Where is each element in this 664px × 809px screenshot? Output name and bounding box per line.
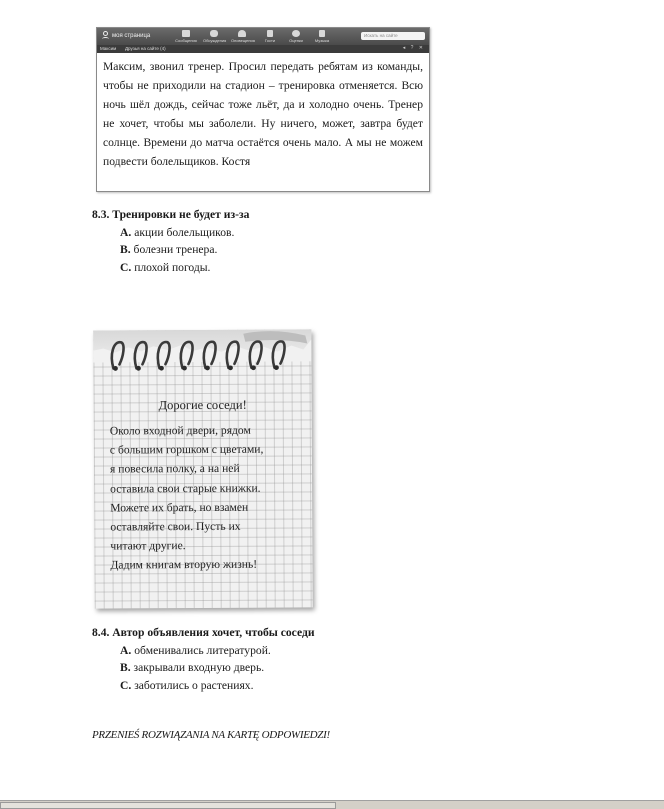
envelope-icon (182, 30, 190, 37)
note-line: Около входной двери, рядом (109, 423, 251, 438)
nav-messages[interactable]: Сообщения (175, 30, 197, 43)
music-note-icon (319, 30, 325, 37)
transfer-instruction: PRZENIEŚ ROZWIĄZANIA NA KARTĘ ODPOWIEDZI! (92, 729, 330, 741)
note-body (110, 420, 311, 575)
note-line: оставляйте свои. Пусть их (110, 519, 241, 534)
note-line: Можете их брать, но взамен (110, 500, 249, 515)
option-b[interactable]: B. болезни тренера. (120, 243, 218, 256)
nav-discussions[interactable]: Обсуждения (203, 30, 225, 43)
site-logo-icon[interactable] (102, 31, 109, 41)
option-a[interactable]: A. обменивались литературой. (120, 643, 271, 657)
note-line: с большим горшком с цветами, (109, 442, 264, 457)
note-line: читают другие. (110, 539, 186, 553)
option-b[interactable]: B. закрывали входную дверь. (120, 661, 265, 674)
question-8-3 (92, 206, 249, 276)
star-icon (292, 30, 300, 37)
scrollbar-thumb[interactable] (0, 802, 336, 809)
social-network-window (96, 27, 430, 192)
nav-ratings[interactable]: Оценки (285, 30, 307, 43)
horizontal-scrollbar[interactable] (0, 800, 664, 809)
site-search-input[interactable]: Искать на сайте (361, 32, 425, 40)
question-number: 8.3. (92, 208, 110, 221)
chat-tab-user[interactable]: Максим (100, 46, 117, 51)
question-8-4 (92, 624, 315, 694)
chat-tab-friends[interactable]: Друзья на сайте (4) (125, 46, 166, 51)
question-number: 8.4. (92, 626, 110, 639)
question-stem: 8.4. Автор объявления хочет, чтобы соседи (92, 626, 315, 639)
chat-icon (210, 30, 218, 37)
question-stem: 8.3. Тренировки не будет из-за (92, 208, 250, 221)
nav-music[interactable]: Музыка (311, 30, 333, 43)
site-name[interactable]: моя страница (112, 33, 151, 39)
note-line: я повесила полку, а на ней (109, 462, 240, 476)
note-line: Дадим книгам вторую жизнь! (110, 558, 258, 572)
note-line: оставила свои старые книжки. (110, 481, 261, 496)
spiral-binding-icon (105, 333, 301, 374)
nav-notifications[interactable]: Оповещения (231, 30, 253, 43)
bell-icon (238, 30, 246, 37)
chat-message: Максим, звонил тренер. Просил передать ребятам из команды, чтобы не приходили на стадион – тренировка отменяется. Всю ночь шёл дождь, сейчас тоже льёт, да и холодно очень. Тренер не хочет, чтобы мы заболели. Ну ничего, может, завтра будет солнце. Времени до матча остаётся очень мало. А мы не можем подвести болельщиков. Костя (103, 60, 423, 168)
window-controls[interactable]: ◂ ? ✕ (402, 45, 425, 51)
note-title: Дорогие соседи! (158, 397, 247, 413)
footprints-icon (267, 30, 273, 37)
option-a[interactable]: A. акции болельщиков. (120, 225, 235, 239)
social-toolbar (97, 28, 429, 45)
option-c[interactable]: C. заботились о растениях. (120, 678, 254, 692)
option-c[interactable]: C. плохой погоды. (120, 260, 211, 274)
nav-guests[interactable]: Гости (259, 30, 281, 43)
chat-tab-bar (97, 45, 429, 53)
notebook-note (93, 329, 312, 608)
